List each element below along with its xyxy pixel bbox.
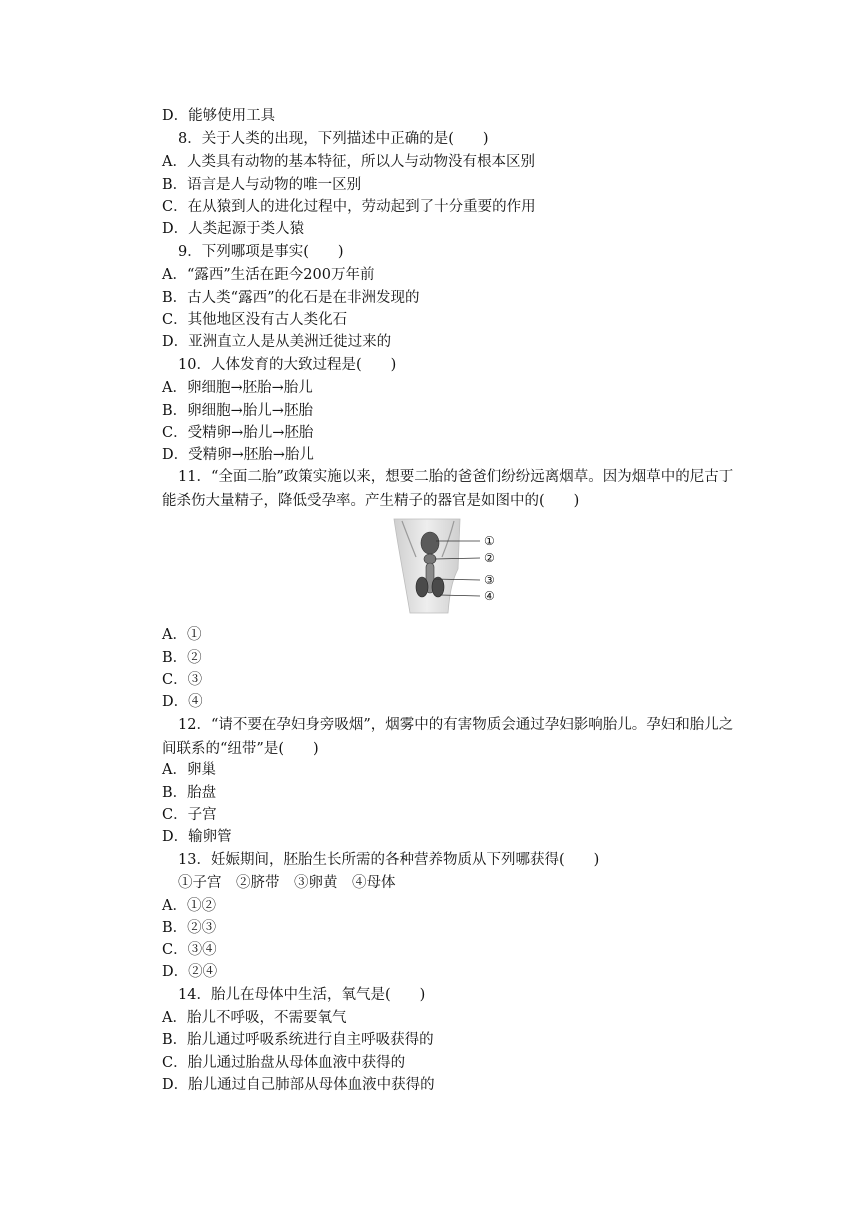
bladder-shape <box>421 532 439 554</box>
q13-option-d: D．②④ <box>162 964 218 980</box>
q8-option-d: D．人类起源于类人猿 <box>162 221 305 237</box>
q13-choices: ①子宫 ②脐带 ③卵黄 ④母体 <box>178 875 396 891</box>
q11-stem: 11．“全面二胎”政策实施以来，想要二胎的爸爸们纷纷远离烟草。因为烟草中的尼古丁能杀伤大量精子，降低受孕率。产生精子的器官是如图中的( ) <box>162 469 734 509</box>
q13-stem: 13．妊娠期间，胚胎生长所需的各种营养物质从下列哪获得( ) <box>178 852 600 868</box>
q9-option-d: D．亚洲直立人是从美洲迁徙过来的 <box>162 334 392 350</box>
q8-option-c: C．在从猿到人的进化过程中，劳动起到了十分重要的作用 <box>162 199 536 215</box>
q12-stem: 12．“请不要在孕妇身旁吸烟”，烟雾中的有害物质会通过孕妇影响胎儿。孕妇和胎儿之间联系的“纽带”是( ) <box>162 717 734 757</box>
q12-option-d: D．输卵管 <box>162 829 232 845</box>
q8-option-a: A．人类具有动物的基本特征，所以人与动物没有根本区别 <box>162 154 535 170</box>
q10-option-d: D．受精卵→胚胎→胎儿 <box>162 447 314 463</box>
q8-stem: 8．关于人类的出现，下列描述中正确的是( ) <box>178 131 489 147</box>
q14-option-c: C．胎儿通过胎盘从母体血液中获得的 <box>162 1055 406 1071</box>
q9-stem: 9．下列哪项是事实( ) <box>178 244 344 260</box>
figure-label-2: ② <box>484 551 495 565</box>
q9-option-a: A．“露西”生活在距今200万年前 <box>162 267 375 283</box>
q14-option-d: D．胎儿通过自己肺部从母体血液中获得的 <box>162 1077 435 1093</box>
q14-option-b: B．胎儿通过呼吸系统进行自主呼吸获得的 <box>162 1032 434 1048</box>
q13-option-a: A．①② <box>162 898 216 914</box>
q9-option-c: C．其他地区没有古人类化石 <box>162 312 348 328</box>
q12-option-b: B．胎盘 <box>162 785 217 801</box>
q8-option-b: B．语言是人与动物的唯一区别 <box>162 177 362 193</box>
q10-option-b: B．卵细胞→胎儿→胚胎 <box>162 403 313 419</box>
testis-left-shape <box>416 577 428 597</box>
q12-option-a: A．卵巢 <box>162 762 216 778</box>
figure-label-4: ④ <box>484 589 495 603</box>
figure-label-1: ① <box>484 534 495 548</box>
anatomy-figure <box>388 517 510 615</box>
q9-option-b: B．古人类“露西”的化石是在非洲发现的 <box>162 290 420 306</box>
q13-option-c: C．③④ <box>162 942 217 958</box>
q10-stem: 10．人体发育的大致过程是( ) <box>178 357 397 373</box>
q14-option-a: A．胎儿不呼吸，不需要氧气 <box>162 1010 347 1026</box>
q13-option-b: B．②③ <box>162 920 217 936</box>
prev-option-d: D．能够使用工具 <box>162 108 276 124</box>
figure-label-3: ③ <box>484 573 495 587</box>
q12-option-c: C．子宫 <box>162 807 217 823</box>
prostate-shape <box>424 554 436 564</box>
testis-right-shape <box>432 577 444 597</box>
q11-option-d: D．④ <box>162 694 203 710</box>
q11-option-a: A．① <box>162 627 202 643</box>
q10-option-a: A．卵细胞→胚胎→胎儿 <box>162 380 313 396</box>
q11-option-c: C．③ <box>162 672 203 688</box>
q14-stem: 14．胎儿在母体中生活，氧气是( ) <box>178 987 426 1003</box>
q10-option-c: C．受精卵→胎儿→胚胎 <box>162 425 314 441</box>
q11-option-b: B．② <box>162 650 202 666</box>
